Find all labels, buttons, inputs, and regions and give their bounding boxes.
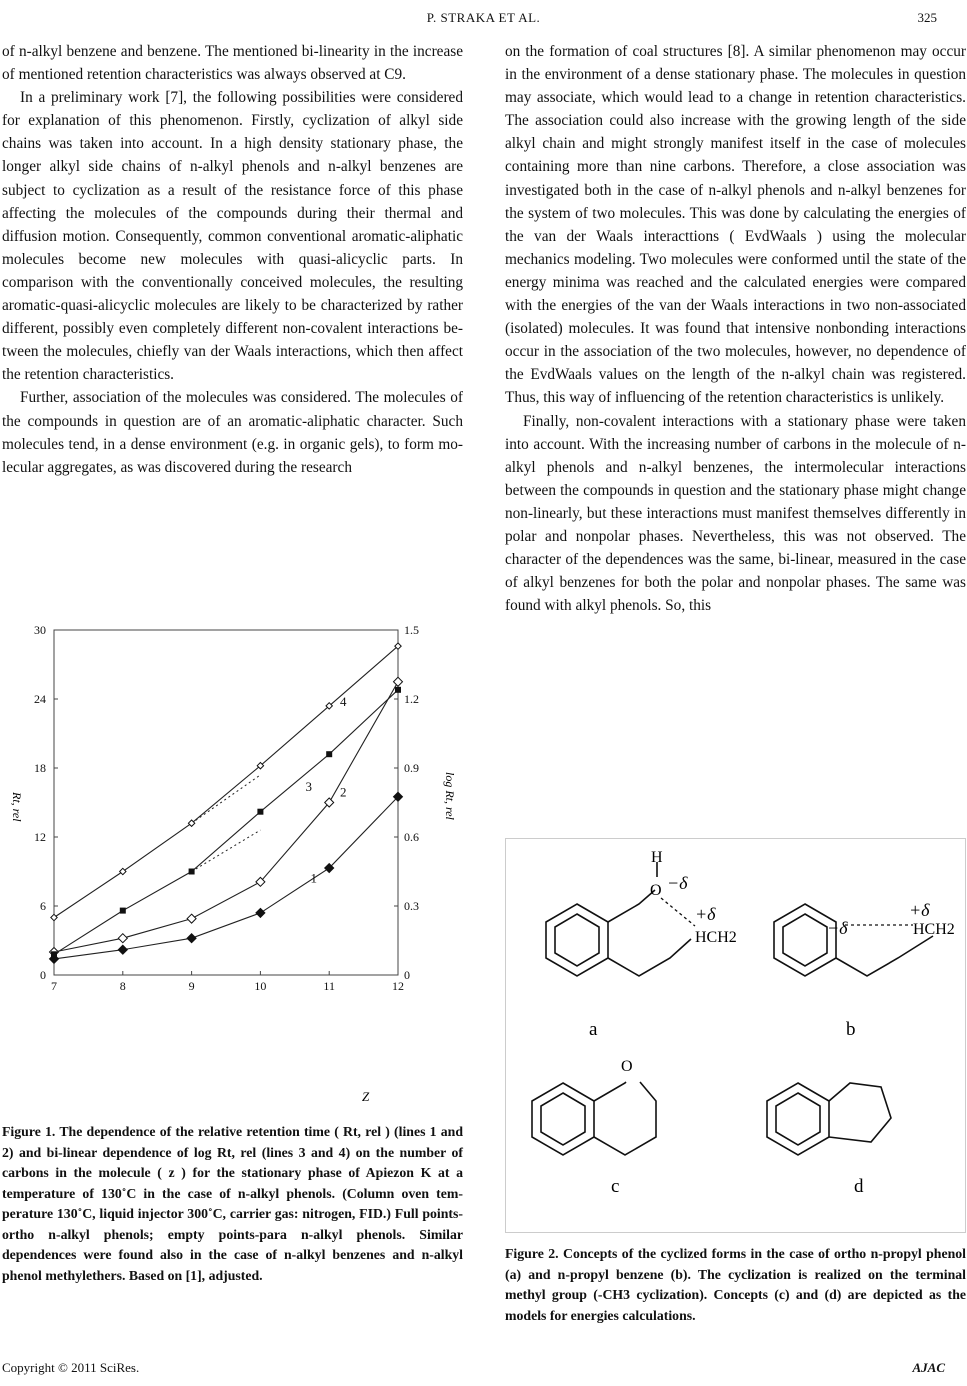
x-tick-label: 11	[323, 979, 335, 993]
series-label: 1	[310, 870, 318, 886]
y2-tick-label: 1.5	[404, 623, 419, 637]
figure-2-frame	[506, 839, 966, 1233]
y2-tick-label: 0	[404, 968, 410, 982]
extrapolation-line	[192, 830, 261, 871]
label-a: a	[589, 1019, 598, 1040]
y2-tick-label: 0.6	[404, 830, 419, 844]
running-header-authors: P. STRAKA ET AL.	[426, 10, 541, 25]
oxygen-label: O	[650, 882, 662, 899]
series-label: 3	[305, 778, 313, 794]
data-point	[120, 908, 126, 914]
data-point	[395, 687, 401, 693]
paragraph: Finally, non-covalent interactions with a stationary phase were taken into account. With the increasing number of carbons in the molecule of n-alkyl phenols and n-alkyl benzenes, the intermolecular interactions between the compounds in question and the stationary phase might change non-linearly, but these interactions must manifest themselves differently in polar and nonpolar phases. Nevertheless, this was not observed. The character of the dependences was the same, bi-linear, measured in the case of alkyl benzenes for both the polar and nonpolar phases. The same was found with alkyl phenols. So, this	[505, 412, 966, 615]
x-tick-label: 10	[254, 979, 267, 993]
paragraph: of n-alkyl benzene and benzene. The mentioned bi-linearity in the increase of mentioned retention characteristics was always observed at C9.	[2, 43, 463, 84]
y-tick-label: 24	[34, 692, 46, 706]
x-tick-label: 9	[188, 979, 195, 993]
data-point	[189, 869, 195, 875]
data-point	[394, 677, 403, 686]
y-tick-label: 30	[34, 623, 46, 637]
series-line	[54, 797, 398, 959]
page-number: 325	[917, 10, 937, 25]
y2-tick-label: 1.2	[404, 692, 419, 706]
paragraph: on the formation of coal structures [8]. A similar phenomenon may occur in the environment of a dense stationary phase. The molecules in question may associate, which would lead to a change in retention characteristics. The association could also increase with the growing length of the side alkyl chain and might strongly manifest itself in the case of molecules containing more than nine carbons. Therefore, a close association was investigated both in the case of n-alkyl phenols and n-alkyl benzenes for the system of two molecules. This was done by calculating the energies of the van der Waals interacttions ( EvdWaals ) using the molecular mechanics modeling. Two molecules were conformed until the state of the energy minima was reached and the calculated energies were compared with the energies of the van der Waals interactions in two non-associated (isolated) molecules. It was found that intensive nonbonding interactions occur in the association of the two molecules, however, no dependence of the EvdWaals values on the length of the n-alkyl chain was registered. Thus, this way of influencing of the retention characteristics is unlikely.	[505, 43, 966, 407]
plus-delta-label: +δ	[909, 900, 930, 920]
paragraph: In a preliminary work [7], the following possibilities were considered for explanation of this phenomenon. Firstly, cyclization of alkyl side chains was taken into account. In a high density stationary phase, the longer alkyl side chains of n-alkyl phenols and n-alkyl benzenes are subject to cyclization as a result of the resistance force of this phase affecting the molecules of the compounds during their thermal and diffusion motion. Consequently, common conventional aromatic-aliphatic molecules become new molecules with quasi-alicyclic parts. In comparison with the conventionally conceived molecules, the resulting aromatic-quasi-alicyclic molecules are likely to be characterized by rather different, possibly even completely different non-covalent interactions between the molecules, chiefly van der Waals interactions, which then affect the retention characteristics.	[2, 89, 463, 384]
data-point	[187, 914, 196, 923]
x-tick-label: 8	[119, 979, 126, 993]
paragraph: Further, association of the molecules was considered. The molecules of the compounds in question are of an aromatic-aliphatic character. Such molecules tend, in a dense environment (e.g. in organic gels), to form molecular aggregates, as was discovered during the research	[2, 389, 463, 476]
structure-d	[767, 1083, 891, 1155]
y-tick-label: 0	[40, 968, 46, 982]
structure-c	[532, 1082, 656, 1155]
copyright-notice: Copyright © 2011 SciRes.	[2, 1360, 140, 1375]
y-tick-label: 18	[34, 761, 46, 775]
figure-2-structures	[505, 838, 967, 1234]
journal-name: AJAC	[912, 1360, 945, 1375]
minus-delta-label: −δ	[667, 873, 688, 893]
y-axis-label: Rt, rel	[10, 792, 24, 822]
x-tick-label: 7	[51, 979, 57, 993]
data-point	[51, 914, 57, 920]
data-point	[118, 945, 127, 954]
plus-delta-label: +δ	[695, 904, 716, 924]
label-d: d	[854, 1176, 864, 1197]
hch2-label: HCH2	[913, 921, 955, 938]
minus-delta-label: −δ	[827, 918, 848, 938]
data-point	[257, 809, 263, 815]
hch2-label: HCH2	[695, 929, 737, 946]
figure-1-chart	[0, 612, 463, 1112]
plot-frame	[54, 630, 398, 975]
hydrogen-label: H	[651, 849, 663, 866]
data-point	[256, 908, 265, 917]
series-label: 4	[339, 693, 347, 709]
data-point	[326, 751, 332, 757]
y2-axis-label: log Rt, rel	[443, 772, 457, 820]
series-line	[54, 646, 398, 917]
x-tick-label: 12	[392, 979, 404, 993]
y-tick-label: 12	[34, 830, 46, 844]
x-axis-label: Z	[362, 1089, 370, 1104]
structure-a	[546, 838, 695, 976]
y-tick-label: 6	[40, 899, 46, 913]
series-line	[54, 682, 398, 952]
series-line	[54, 690, 398, 955]
data-point	[187, 934, 196, 943]
figure-2-caption: Figure 2. Concepts of the cyclized forms in the case of ortho n-propyl phenol (a) and n-propyl benzene (b). The cyclization is realized on the terminal methyl group (-CH3 cyclization). Concepts (c) and (d) are depicted as the models for energies calculations.	[505, 1246, 966, 1323]
left-column	[2, 40, 463, 479]
right-column	[505, 40, 966, 617]
label-b: b	[846, 1019, 856, 1040]
data-point	[118, 934, 127, 943]
y2-tick-label: 0.3	[404, 899, 419, 913]
figure-1-caption: Figure 1. The dependence of the relative retention time ( Rt, rel ) (lines 1 and 2) and bi-linear dependence of log Rt, rel (lines 3 and 4) on the number of carbons in the molecule ( z ) for the stationary phase of Apiezon K at a temperature of 130˚C in the case of n-alkyl phenols. (Column oven temperature 130˚C, liquid injector 300˚C, carrier gas: nitrogen, FID.) Full points-ortho n-alkyl phenols; empty points-para n-alkyl phenols. Similar dependences were found also in the case of n-alkyl benzenes and n-alkyl phenol methylethers. Based on [1], adjusted.	[2, 1124, 463, 1283]
series-label: 2	[339, 784, 347, 800]
data-point	[51, 951, 57, 957]
extrapolation-line	[192, 775, 261, 823]
y2-tick-label: 0.9	[404, 761, 419, 775]
label-c: c	[611, 1176, 620, 1197]
oxygen-label: O	[621, 1058, 633, 1075]
